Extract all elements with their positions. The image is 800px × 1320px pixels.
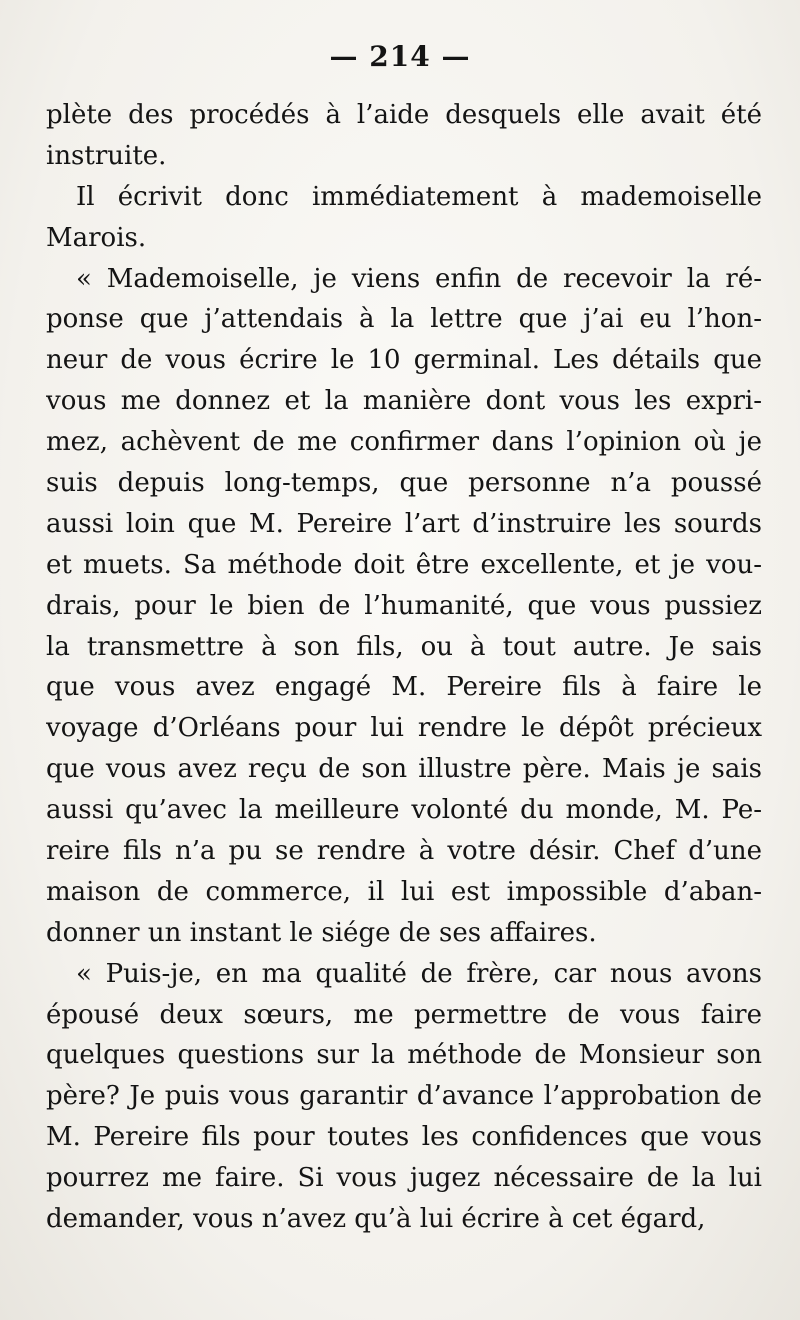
text-line: plète des procédés à l’aide desquels elle avait été [46,100,762,130]
text-line: neur de vous écrire le 10 germinal. Les détails que [46,345,762,376]
text-line: « Mademoiselle, je viens enfin de recevoir la ré- [76,263,762,294]
paragraph [46,259,762,954]
text-line: voyage d’Orléans pour lui rendre le dépôt précieux [46,713,762,744]
text-line: pourrez me faire. Si vous jugez nécessaire de la lui [46,1163,762,1194]
text-line: que vous avez engagé M. Pereire fils à faire le [46,672,762,703]
text-line: que vous avez reçu de son illustre père. Mais je sais [46,754,762,785]
paragraph [46,177,762,259]
text-line: quelques questions sur la méthode de Monsieur son [46,1040,762,1071]
text-line: mez, achèvent de me confirmer dans l’opinion où je [46,427,762,458]
text-line: Marois. [46,222,147,253]
text-line: demander, vous n’avez qu’à lui écrire à cet égard, [46,1204,706,1235]
text-line: Il écrivit donc immédiatement à mademoiselle [76,181,762,212]
paragraph [46,954,762,1240]
text-line: aussi loin que M. Pereire l’art d’instruire les sourds [46,508,762,539]
text-line: « Puis-je, en ma qualité de frère, car nous avons [76,958,762,989]
text-line: la transmettre à son fils, ou à tout autre. Je sais [46,631,762,662]
text-line: vous me donnez et la manière dont vous les expri- [46,386,762,417]
text-line: drais, pour le bien de l’humanité, que vous pussiez [46,590,762,621]
text-line: épousé deux sœurs, me permettre de vous faire [46,999,762,1030]
text-line: maison de commerce, il lui est impossible d’aban- [46,876,762,907]
text-line: reire fils n’a pu se rendre à votre désir. Chef d’une [46,836,762,867]
page-number: — 214 — [329,40,471,73]
text-line: M. Pereire fils pour toutes les confidences que vous [46,1122,762,1153]
text-line: aussi qu’avec la meilleure volonté du monde, M. Pe- [46,795,762,826]
text-line: suis depuis long-temps, que personne n’a poussé [46,468,762,499]
text-line: et muets. Sa méthode doit être excellente, et je vou- [46,549,762,580]
text-line: père? Je puis vous garantir d’avance l’approbation de [46,1081,762,1112]
text-line: donner un instant le siége de ses affaires. [46,917,597,948]
text-line: ponse que j’attendais à la lettre que j’ai eu l’hon- [46,304,762,335]
paragraph [46,95,762,177]
body-text [46,95,762,1240]
text-line: instruite. [46,140,167,171]
